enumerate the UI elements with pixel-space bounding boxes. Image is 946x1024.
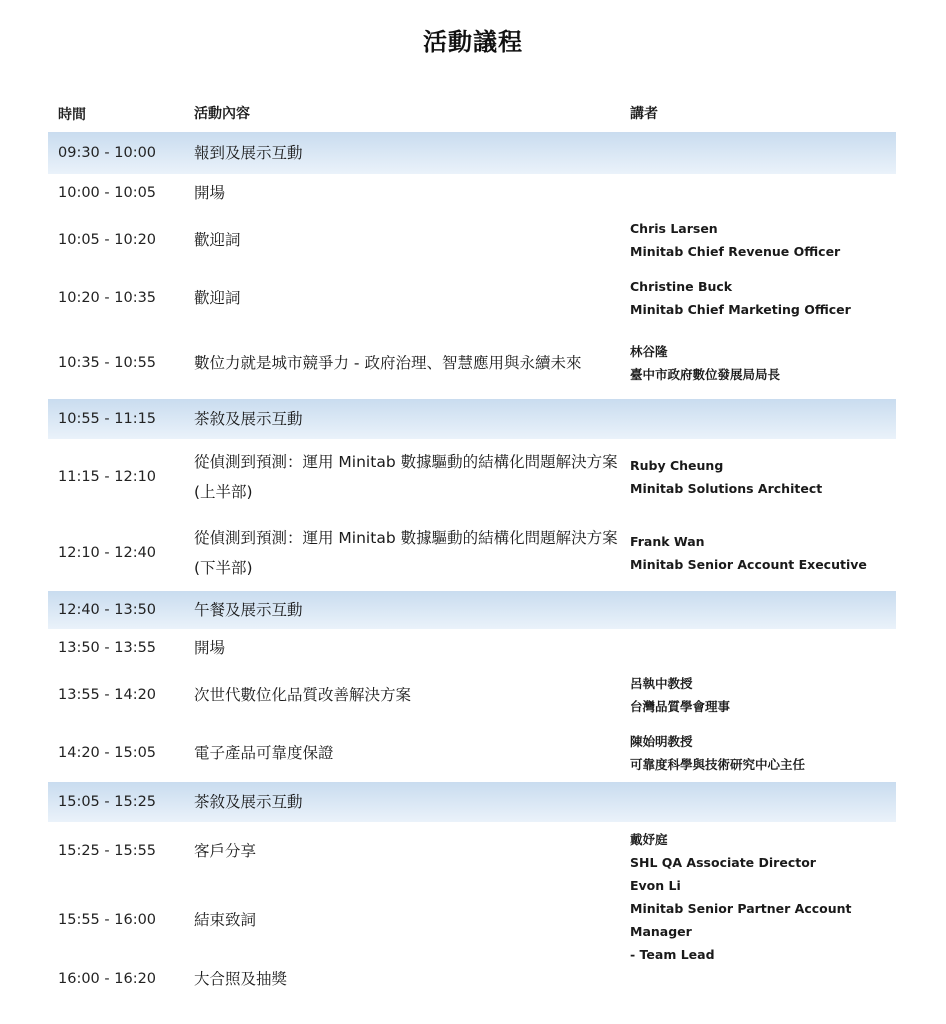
row-speaker: [630, 730, 896, 776]
row-activity: 從偵測到預測：運用 Minitab 數據驅動的結構化問題解決方案 (上半部): [194, 453, 618, 501]
row-time: 12:10 - 12:40: [58, 545, 157, 561]
speaker-line: Frank Wan: [630, 534, 705, 549]
header-speaker: 講者: [630, 105, 658, 122]
row-activity: 從偵測到預測：運用 Minitab 數據驅動的結構化問題解決方案 (下半部): [194, 529, 618, 577]
table-row: [48, 132, 896, 174]
row-time: 15:25 - 15:55: [58, 843, 157, 859]
row-time: 13:50 - 13:55: [58, 639, 157, 656]
row-time: 10:55 - 11:15: [58, 411, 157, 427]
row-time: 15:05 - 15:25: [58, 794, 157, 810]
row-activity: 茶敘及展示互動: [194, 410, 303, 428]
row-speaker: [630, 275, 896, 321]
row-time: 10:00 - 10:05: [58, 184, 157, 201]
table-row: [48, 211, 896, 269]
table-row: [48, 399, 896, 439]
row-speaker: [630, 340, 896, 386]
row-speaker: [630, 217, 896, 263]
speaker-line: Minitab Chief Revenue Officer: [630, 244, 841, 259]
speaker-line: Chris Larsen: [630, 221, 718, 236]
table-row: [48, 724, 896, 782]
row-time: 10:20 - 10:35: [58, 290, 157, 306]
row-activity: 客戶分享: [194, 842, 257, 860]
row-speaker: [630, 530, 896, 576]
speaker-line: 臺中市政府數位發展局局長: [630, 367, 781, 382]
row-speaker: [630, 672, 896, 718]
header-time: 時間: [58, 107, 86, 123]
agenda-table: [48, 96, 896, 998]
table-row: [48, 439, 896, 515]
table-row: [48, 327, 896, 399]
table-row: [48, 591, 896, 629]
row-time: 10:05 - 10:20: [58, 232, 157, 248]
agenda-rows: [48, 132, 896, 998]
row-speaker: [630, 454, 896, 500]
speaker-line: SHL QA Associate Director: [630, 855, 816, 870]
row-activity: 電子產品可靠度保證: [194, 744, 334, 762]
speaker-line: 台灣品質學會理事: [630, 699, 731, 714]
speaker-line: 林谷隆: [630, 344, 668, 359]
row-time: 11:15 - 12:10: [58, 469, 157, 485]
table-row: [48, 822, 896, 880]
speaker-line: Minitab Solutions Architect: [630, 481, 823, 496]
row-activity: 結束致詞: [194, 911, 257, 929]
speaker-line: 可靠度科學與技術研究中心主任: [630, 757, 806, 772]
speaker-line: Evon Li: [630, 878, 681, 893]
table-row: [48, 880, 896, 960]
speaker-line: 戴妤庭: [630, 832, 668, 847]
page-title: 活動議程: [423, 28, 523, 56]
row-speaker: [630, 828, 896, 874]
table-row: [48, 782, 896, 822]
speaker-line: Minitab Chief Marketing Officer: [630, 302, 851, 317]
row-activity: 大合照及抽獎: [194, 970, 288, 988]
row-activity: 開場: [194, 638, 226, 657]
row-activity: 報到及展示互動: [194, 144, 303, 162]
row-activity: 次世代數位化品質改善解決方案: [194, 686, 412, 704]
table-row: [48, 515, 896, 591]
row-time: 13:55 - 14:20: [58, 687, 157, 703]
speaker-line: Christine Buck: [630, 279, 733, 294]
row-activity: 開場: [194, 183, 226, 202]
table-header-row: [48, 96, 896, 132]
speaker-line: Ruby Cheung: [630, 458, 724, 473]
speaker-line: Minitab Senior Partner Account Manager: [630, 901, 852, 939]
row-activity: 歡迎詞: [194, 289, 241, 307]
table-row: [48, 174, 896, 211]
row-activity: 午餐及展示互動: [194, 601, 303, 619]
speaker-line: - Team Lead: [630, 947, 715, 962]
row-time: 12:40 - 13:50: [58, 602, 157, 618]
speaker-line: Minitab Senior Account Executive: [630, 557, 867, 572]
row-time: 15:55 - 16:00: [58, 912, 157, 928]
row-activity: 茶敘及展示互動: [194, 793, 303, 811]
table-row: [48, 629, 896, 666]
row-time: 14:20 - 15:05: [58, 745, 157, 761]
table-row: [48, 666, 896, 724]
speaker-line: 陳始明教授: [630, 734, 693, 749]
row-time: 09:30 - 10:00: [58, 145, 157, 161]
row-time: 10:35 - 10:55: [58, 355, 157, 371]
row-time: 16:00 - 16:20: [58, 971, 157, 987]
speaker-line: 呂執中教授: [630, 676, 693, 691]
row-speaker: [630, 874, 896, 966]
table-row: [48, 269, 896, 327]
row-activity: 數位力就是城市競爭力 - 政府治理、智慧應用與永續未來: [194, 354, 582, 372]
row-activity: 歡迎詞: [194, 231, 241, 249]
header-activity: 活動內容: [194, 106, 250, 122]
